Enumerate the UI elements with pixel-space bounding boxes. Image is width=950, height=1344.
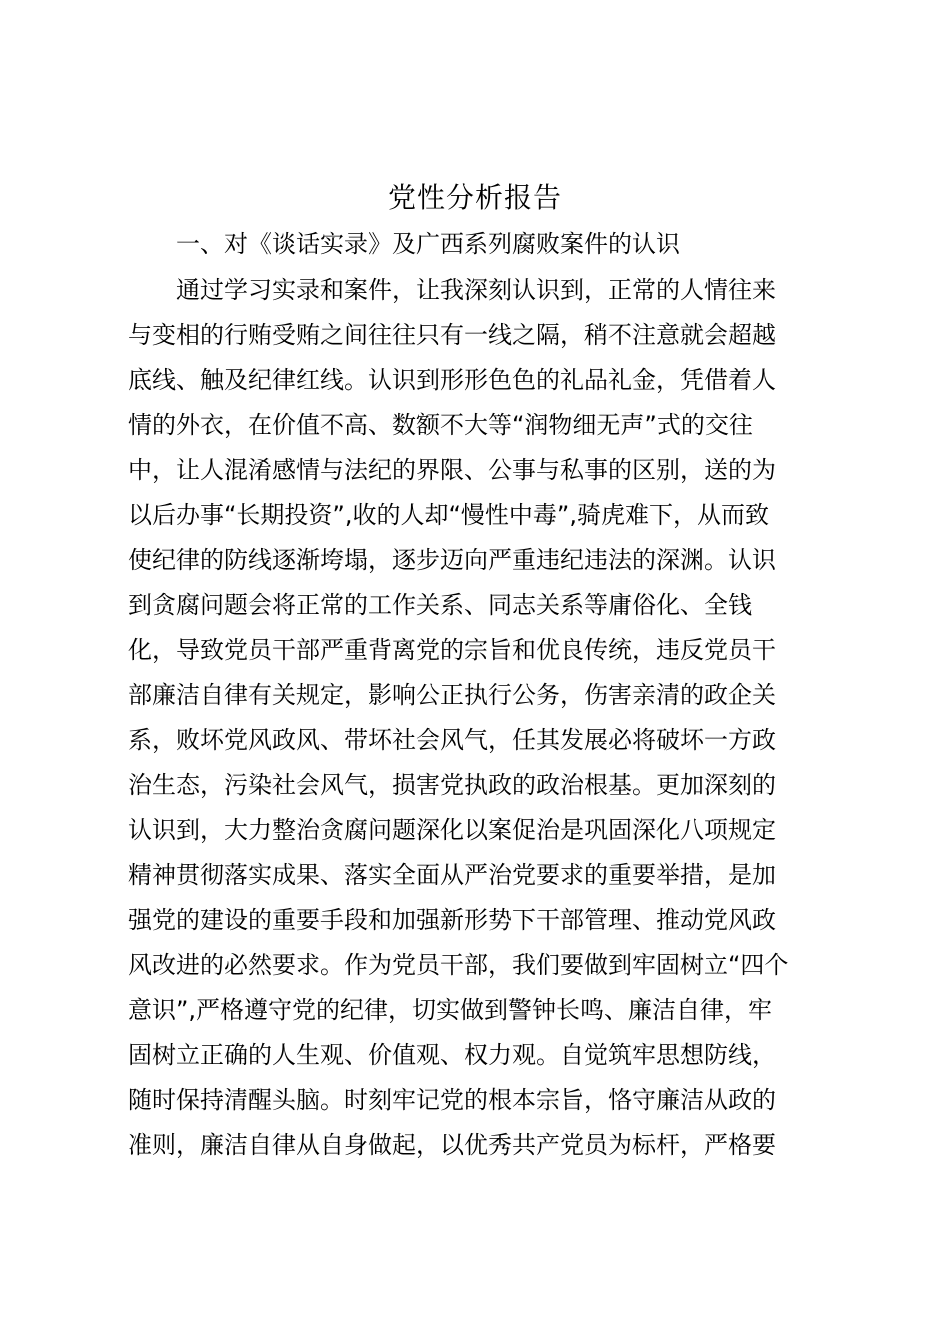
body-line: 使纪律的防线逐渐垮塌，逐步迈向严重违纪违法的深渊。认识: [128, 546, 776, 574]
document-title: 党性分析报告: [387, 181, 562, 214]
body-line: 随时保持清醒头脑。时刻牢记党的根本宗旨，恪守廉洁从政的: [128, 1086, 776, 1114]
body-line: 情的外衣，在价值不高、数额不大等“润物细无声”式的交往: [128, 411, 753, 439]
body-line: 精神贯彻落实成果、落实全面从严治党要求的重要举措，是加: [128, 861, 776, 889]
body-text: [128, 268, 848, 1168]
body-line: 治生态，污染社会风气，损害党执政的政治根基。更加深刻的: [128, 771, 776, 799]
body-line: 固树立正确的人生观、价值观、权力观。自觉筑牢思想防线，: [128, 1041, 776, 1069]
body-line: 通过学习实录和案件，让我深刻认识到，正常的人情往来: [176, 276, 776, 304]
body-line: 以后办事“长期投资”,收的人却“慢性中毒”,骑虎难下，从而致: [128, 501, 769, 529]
body-line: 底线、触及纪律红线。认识到形形色色的礼品礼金，凭借着人: [128, 366, 776, 394]
body-line: 化，导致党员干部严重背离党的宗旨和优良传统，违反党员干: [128, 636, 776, 664]
body-line: 强党的建设的重要手段和加强新形势下干部管理、推动党风政: [128, 906, 776, 934]
section-heading: 一、对《谈话实录》及广西系列腐败案件的认识: [176, 230, 680, 258]
body-line: 到贪腐问题会将正常的工作关系、同志关系等庸俗化、全钱: [128, 591, 752, 619]
body-line: 与变相的行贿受贿之间往往只有一线之隔，稍不注意就会超越: [128, 321, 776, 349]
body-line: 意识”,严格遵守党的纪律，切实做到警钟长鸣、廉洁自律，牢: [128, 996, 773, 1024]
body-line: 系，败坏党风政风、带坏社会风气，任其发展必将破坏一方政: [128, 726, 776, 754]
body-line: 中，让人混淆感情与法纪的界限、公事与私事的区别，送的为: [128, 456, 776, 484]
body-line: 认识到，大力整治贪腐问题深化以案促治是巩固深化八项规定: [128, 816, 776, 844]
body-line: 准则，廉洁自律从自身做起，以优秀共产党员为标杆，严格要: [128, 1131, 776, 1159]
body-line: 风改进的必然要求。作为党员干部，我们要做到牢固树立“四个: [128, 951, 789, 979]
body-line: 部廉洁自律有关规定，影响公正执行公务，伤害亲清的政企关: [128, 681, 776, 709]
